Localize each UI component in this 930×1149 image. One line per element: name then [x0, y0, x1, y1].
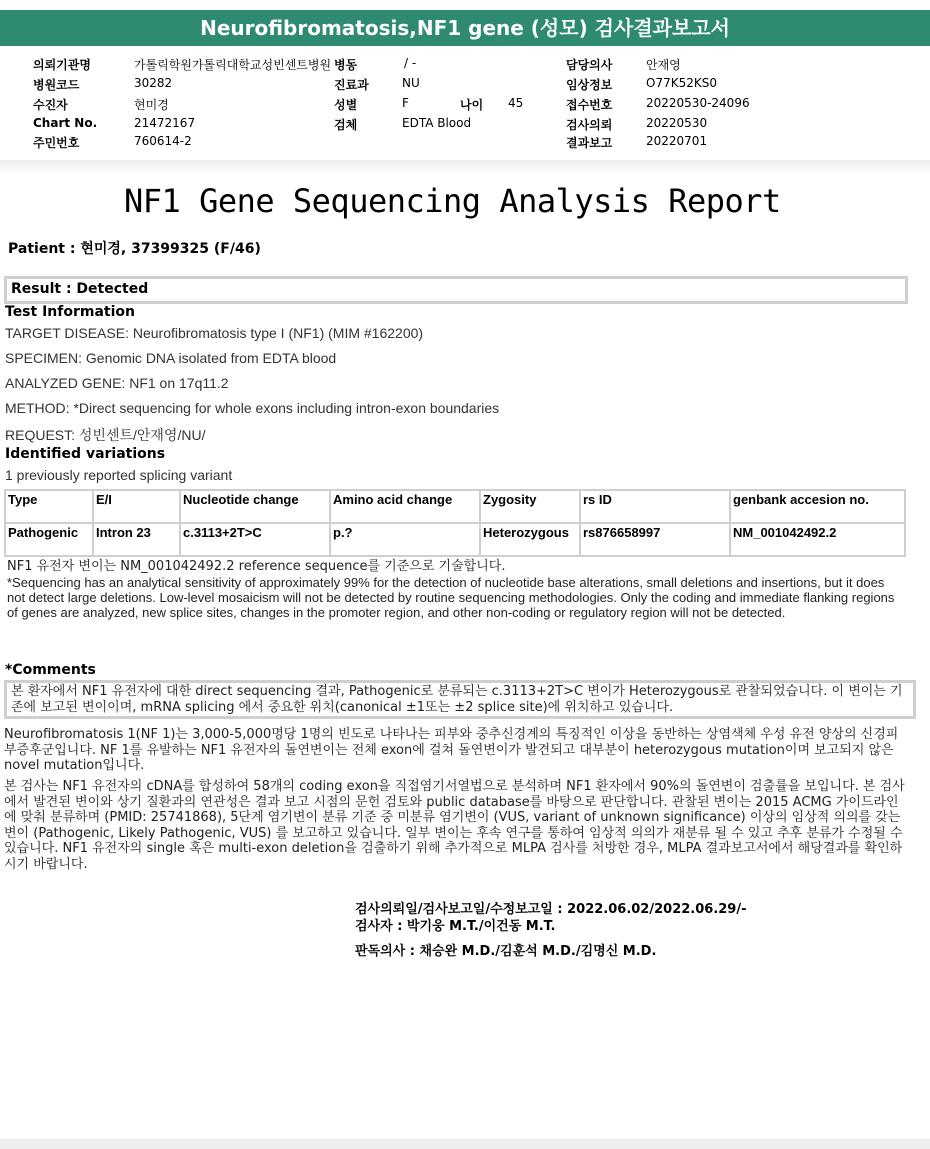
variations-summary: 1 previously reported splicing variant — [5, 467, 233, 483]
receipt-no-value: 20220530-24096 — [646, 96, 750, 110]
hospital-code-value: 30282 — [134, 76, 173, 90]
department-value: NU — [402, 76, 420, 90]
variations-heading: Identified variations — [5, 446, 166, 462]
reference-note: NF1 유전자 변이는 NM_001042492.2 reference sequence를 기준으로 기술합니다. — [7, 559, 506, 574]
method-line: METHOD: *Direct sequencing for whole exons including intron-exon boundaries — [5, 400, 500, 416]
age-value: 45 — [508, 96, 524, 110]
col-amino-acid: Amino acid change — [330, 490, 480, 523]
request-header — [0, 48, 930, 163]
report-banner: Neurofibromatosis,NF1 gene (성모) 검사결과보고서 — [0, 10, 930, 46]
institution-label: 의뢰기관명 — [33, 58, 91, 72]
resident-no-value: 760614-2 — [134, 134, 192, 148]
institution-value: 가톨릭학원가톨릭대학교성빈센트병원 — [134, 58, 332, 72]
sensitivity-note: *Sequencing has an analytical sensitivity of approximately 99% for the detection of nucleotide base alterations, small deletions and insertions, but it does not detect large deletions. Low-level mosaicism will not be detected by routine sequencing methodologies. Only the coding and immediate flanking regions of genes are analyzed, new splice sites, changes in the promoter region, and other non-coding or regulatory region will not be detected. — [7, 575, 895, 620]
sex-value: F — [402, 96, 409, 110]
receipt-no-label: 접수번호 — [566, 98, 613, 112]
col-nucleotide: Nucleotide change — [180, 490, 330, 523]
report-title: NF1 Gene Sequencing Analysis Report — [124, 182, 781, 220]
request-line: REQUEST: 성빈센트/안재영/NU/ — [5, 427, 206, 443]
hospital-code-label: 병원코드 — [33, 78, 80, 92]
target-disease: TARGET DISEASE: Neurofibromatosis type I (NF1) (MIM #162200) — [5, 325, 424, 341]
cell-genbank: NM_001042492.2 — [730, 523, 905, 556]
variant-table — [4, 489, 906, 557]
header-divider — [0, 160, 930, 174]
ward-label: 병동 — [334, 58, 358, 72]
cell-nucleotide: c.3113+2T>C — [180, 523, 330, 556]
clinical-info-value: O77K52KS0 — [646, 76, 717, 90]
col-rs-id: rs ID — [580, 490, 730, 523]
reading-doctors: 판독의사 : 채승완 M.D./김훈석 M.D./김명신 M.D. — [355, 944, 657, 959]
request-date-label: 검사의뢰 — [566, 118, 613, 132]
report-date-label: 결과보고 — [566, 136, 613, 150]
specimen-line: SPECIMEN: Genomic DNA isolated from EDTA blood — [5, 350, 337, 366]
cell-exon-intron: Intron 23 — [93, 523, 180, 556]
examinee-value: 현미경 — [134, 98, 169, 112]
comments-heading: *Comments — [5, 662, 96, 678]
cell-zygosity: Heterozygous — [480, 523, 580, 556]
doctor-label: 담당의사 — [566, 58, 613, 72]
specimen-value: EDTA Blood — [402, 116, 472, 130]
col-genbank: genbank accesion no. — [730, 490, 905, 523]
clinical-info-label: 임상정보 — [566, 78, 613, 92]
col-zygosity: Zygosity — [480, 490, 580, 523]
chart-no-label: Chart No. — [33, 116, 98, 130]
cell-type: Pathogenic — [5, 523, 93, 556]
result-text: Result : Detected — [11, 281, 149, 297]
method-paragraph: 본 검사는 NF1 유전자의 cDNA를 합성하여 58개의 coding exon을 직접염기서열법으로 분석하며 NF1 환자에서 90%의 돌연변이 검출률을 보입니다. 본 검사에서 발견된 변이와 상기 질환과의 연관성은 결과 보고 시점의 문헌 검토와 public database를 바탕으로 판단합니다. 관찰된 변이는 2015 ACMG 가이드라인에 맞춰 분류하며 (PMID: 25741868), 5단계 염기변이 분류 기준 중 미분류 염기변이 (VUS, variant of unknown significance) 이상의 임상적 의의를 갖는 변이 (Pathogenic, Likely Pathogenic, VUS) 를 보고하고 있습니다. 일부 변이는 후속 연구를 통하여 임상적 의의가 재분류 될 수 있고 추후 분류가 수정될 수 있습니다. NF1 유전자의 single 혹은 multi-exon deletion을 검출하기 위해 추가적으로 MLPA 검사를 처방한 경우, MLPA 결과보고서에서 해당결과를 확인하시기 바랍니다. — [4, 779, 905, 872]
examinee-label: 수진자 — [33, 98, 68, 112]
examiner-line: 검사자 : 박기웅 M.T./이건동 M.T. — [355, 919, 556, 934]
test-info-heading: Test Information — [5, 304, 135, 320]
cell-rs-id: rs876658997 — [580, 523, 730, 556]
analyzed-gene: ANALYZED GENE: NF1 on 17q11.2 — [5, 375, 229, 391]
resident-no-label: 주민번호 — [33, 136, 80, 150]
comment-box: 본 환자에서 NF1 유전자에 대한 direct sequencing 결과, Pathogenic로 분류되는 c.3113+2T>C 변이가 Heterozygous로 관찰되었습니다. 이 변이는 기존에 보고된 변이이며, mRNA splicing 에서 중요한 위치(canonical ±1또는 ±2 splice site)에 위치하고 있습니다. — [4, 680, 916, 719]
result-box — [4, 276, 908, 304]
doctor-value: 안재영 — [646, 58, 681, 72]
sex-label: 성별 — [334, 98, 358, 112]
report-dates: 검사의뢰일/검사보고일/수정보고일 : 2022.06.02/2022.06.29/- — [355, 902, 747, 917]
report-date-value: 20220701 — [646, 134, 708, 148]
request-date-value: 20220530 — [646, 116, 708, 130]
table-row — [5, 523, 905, 556]
table-header-row — [5, 490, 905, 523]
col-type: Type — [5, 490, 93, 523]
specimen-label: 검체 — [334, 118, 358, 132]
patient-line: Patient : 현미경, 37399325 (F/46) — [8, 241, 261, 257]
cell-amino-acid: p.? — [330, 523, 480, 556]
background-paragraph: Neurofibromatosis 1(NF 1)는 3,000-5,000명당 1명의 빈도로 나타나는 피부와 중추신경계의 특징적인 이상을 동반하는 상염색체 우성 유전 양상의 신경피부증후군입니다. NF 1를 유발하는 NF1 유전자의 돌연변이는 전체 exon에 걸쳐 돌연변이가 발견되고 대부분이 heterozygous mutation이며 보고되지 않은 novel mutation입니다. — [4, 727, 899, 773]
age-label: 나이 — [460, 98, 484, 112]
bottom-bar — [0, 1139, 930, 1149]
chart-no-value: 21472167 — [134, 116, 196, 130]
col-exon-intron: E/I — [93, 490, 180, 523]
department-label: 진료과 — [334, 78, 369, 92]
ward-value: / - — [404, 56, 417, 70]
